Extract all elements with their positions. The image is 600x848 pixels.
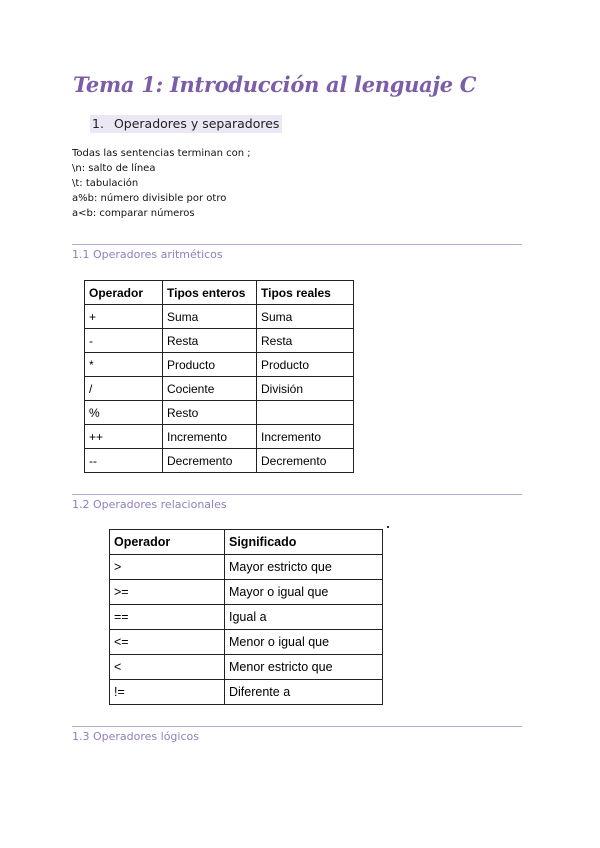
header-cell: Operador	[110, 530, 225, 555]
subheading-arithmetic: 1.1 Operadores aritméticos	[72, 248, 223, 261]
note-line: a<b: comparar números	[72, 208, 195, 219]
notes-list	[72, 146, 251, 221]
table-cell: >	[110, 555, 225, 580]
table-row	[85, 329, 354, 353]
table-row	[110, 555, 383, 580]
note-line: \t: tabulación	[72, 178, 139, 189]
table-cell: ++	[85, 425, 163, 449]
table-cell: Igual a	[225, 605, 383, 630]
arithmetic-operators-table	[84, 280, 354, 473]
subheading-relational: 1.2 Operadores relacionales	[72, 498, 227, 511]
header-cell: Tipos reales	[257, 281, 354, 305]
divider	[72, 494, 522, 495]
section-number: 1.	[92, 116, 104, 131]
table-row	[110, 605, 383, 630]
table-cell: *	[85, 353, 163, 377]
table-cell: Diferente a	[225, 680, 383, 705]
table-cell: División	[257, 377, 354, 401]
table-cell: Producto	[257, 353, 354, 377]
table-cell: +	[85, 305, 163, 329]
table-cell: Menor o igual que	[225, 630, 383, 655]
stray-mark	[387, 526, 389, 528]
table-cell: Decremento	[257, 449, 354, 473]
subheading-logical: 1.3 Operadores lógicos	[72, 730, 199, 743]
table-row	[85, 449, 354, 473]
note-line: Todas las sentencias terminan con ;	[72, 148, 251, 159]
table-row	[85, 305, 354, 329]
table-cell: --	[85, 449, 163, 473]
table-cell: Mayor estricto que	[225, 555, 383, 580]
table-cell: ==	[110, 605, 225, 630]
table-row	[85, 377, 354, 401]
table-cell: Mayor o igual que	[225, 580, 383, 605]
table-header-row	[85, 281, 354, 305]
table-row	[110, 580, 383, 605]
table-cell	[257, 401, 354, 425]
table-cell: Resto	[163, 401, 257, 425]
table-row	[85, 425, 354, 449]
section-label: Operadores y separadores	[113, 116, 280, 131]
table-cell: !=	[110, 680, 225, 705]
relational-operators-table	[109, 529, 383, 705]
table-row	[110, 680, 383, 705]
header-cell: Tipos enteros	[163, 281, 257, 305]
table-cell: /	[85, 377, 163, 401]
table-cell: Resta	[257, 329, 354, 353]
table-cell: Decremento	[163, 449, 257, 473]
header-cell: Significado	[225, 530, 383, 555]
note-line: a%b: número divisible por otro	[72, 193, 227, 204]
table-row	[85, 401, 354, 425]
table-cell: Suma	[257, 305, 354, 329]
table-cell: Producto	[163, 353, 257, 377]
note-line: \n: salto de línea	[72, 163, 156, 174]
table-cell: <	[110, 655, 225, 680]
page-title: Tema 1: Introducción al lenguaje C	[73, 72, 477, 97]
table-cell: Resta	[163, 329, 257, 353]
table-cell: Cociente	[163, 377, 257, 401]
table-cell: Incremento	[163, 425, 257, 449]
table-row	[110, 655, 383, 680]
table-cell: -	[85, 329, 163, 353]
header-cell: Operador	[85, 281, 163, 305]
divider	[72, 244, 522, 245]
table-cell: Menor estricto que	[225, 655, 383, 680]
table-header-row	[110, 530, 383, 555]
table-row	[110, 630, 383, 655]
table-cell: <=	[110, 630, 225, 655]
table-cell: Incremento	[257, 425, 354, 449]
section-heading	[90, 115, 282, 133]
table-cell: >=	[110, 580, 225, 605]
table-cell: %	[85, 401, 163, 425]
divider	[72, 726, 522, 727]
table-row	[85, 353, 354, 377]
table-cell: Suma	[163, 305, 257, 329]
